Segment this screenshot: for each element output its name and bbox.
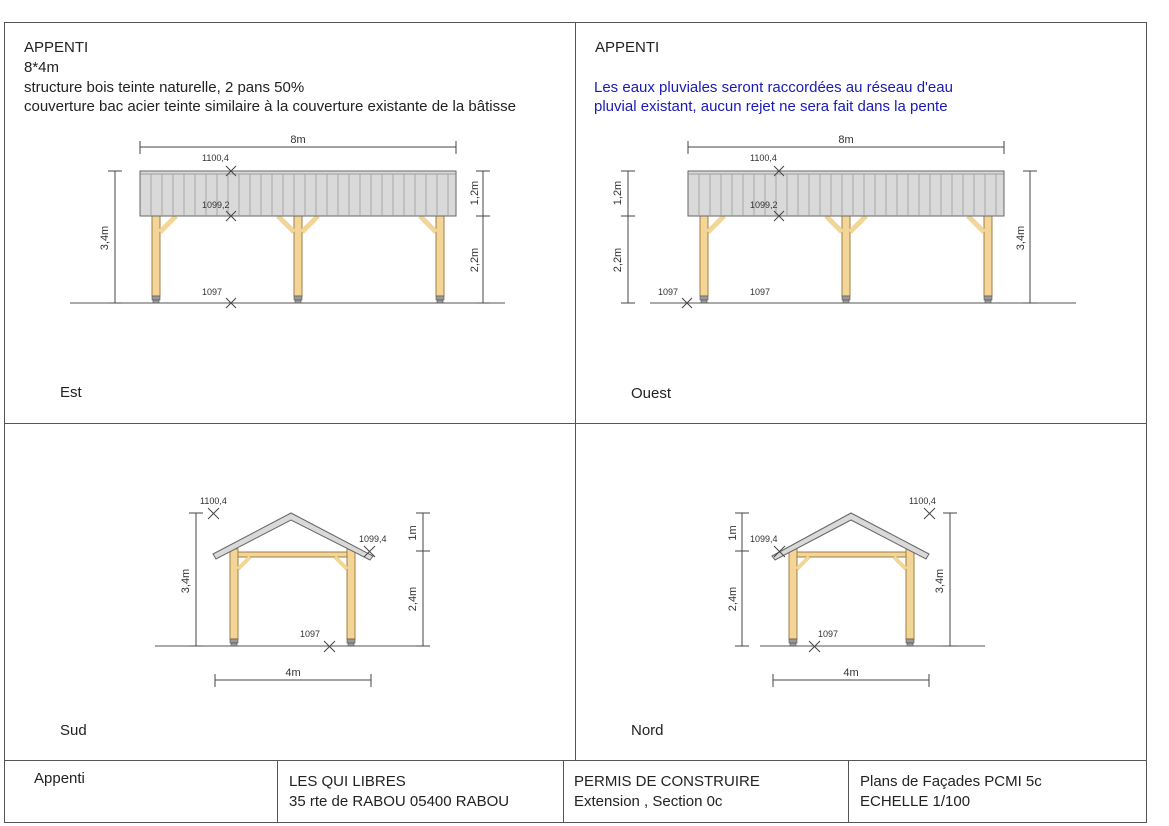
level-top-label: 1100,4 xyxy=(750,153,777,163)
dim-wall-label: 2,4m xyxy=(407,586,419,612)
posts xyxy=(230,549,355,639)
post-feet xyxy=(152,296,444,303)
dim-width-label: 4m xyxy=(843,667,859,679)
level-top-label: 1100,4 xyxy=(909,496,936,506)
elevation-nord xyxy=(576,424,1151,760)
est-title: APPENTI xyxy=(24,39,89,56)
level-ground-label: 1097 xyxy=(202,287,223,297)
level-top-label: 1100,4 xyxy=(202,153,229,163)
plan-title: Plans de Façades PCMI 5c xyxy=(860,773,1042,790)
est-roofing: couverture bac acier teinte similaire à la couverture existante de la bâtisse xyxy=(24,98,516,115)
ouest-title: APPENTI xyxy=(595,39,660,56)
owner-name: LES QUI LIBRES xyxy=(289,773,406,790)
dim-height-label: 3,4m xyxy=(1015,225,1027,251)
dim-wall-label: 2,2m xyxy=(469,247,481,273)
ouest-note-line1: Les eaux pluviales seront raccordées au réseau d'eau xyxy=(594,79,953,96)
owner-address: 35 rte de RABOU 05400 RABOU xyxy=(289,793,510,810)
est-structure: structure bois teinte naturelle, 2 pans 50% xyxy=(24,79,305,96)
dim-width-label: 4m xyxy=(285,667,301,679)
elevation-sud xyxy=(0,424,575,760)
posts xyxy=(789,549,914,639)
level-top-label: 1100,4 xyxy=(200,496,227,506)
level-ground-label: 1097 xyxy=(750,287,771,297)
dim-width-label: 8m xyxy=(838,134,854,146)
level-mid-label: 1099,2 xyxy=(750,200,778,210)
level-mid-label: 1099,2 xyxy=(202,200,230,210)
level-ground-label: 1097 xyxy=(300,629,321,639)
dim-wall-label: 2,4m xyxy=(727,586,739,612)
level-ground-label: 1097 xyxy=(818,629,839,639)
project-name: Appenti xyxy=(34,770,85,787)
posts xyxy=(152,216,444,296)
roof-panel xyxy=(688,171,1004,216)
ouest-note-line2: pluvial existant, aucun rejet ne sera fait dans la pente xyxy=(594,98,948,115)
est-size: 8*4m xyxy=(24,59,60,76)
tie-beam xyxy=(797,552,906,557)
plan-scale: ECHELLE 1/100 xyxy=(860,793,971,810)
dim-roof-label: 1,2m xyxy=(469,180,481,206)
level-eave-label: 1099,4 xyxy=(750,534,778,544)
permit-title: PERMIS DE CONSTRUIRE xyxy=(574,773,760,790)
dim-width-label: 8m xyxy=(290,134,306,146)
roof-panel xyxy=(140,171,456,216)
elevation-est xyxy=(0,22,575,422)
permit-detail: Extension , Section 0c xyxy=(574,793,723,810)
dim-roof-label: 1m xyxy=(727,525,739,541)
post-feet xyxy=(700,296,992,303)
elevation-ouest xyxy=(576,22,1151,422)
view-label-ouest: Ouest xyxy=(631,385,672,402)
level-ground-left-label: 1097 xyxy=(658,287,679,297)
dim-roof-label: 1,2m xyxy=(612,180,624,206)
dim-height-label: 3,4m xyxy=(934,568,946,594)
dim-wall-label: 2,2m xyxy=(612,247,624,273)
tie-beam xyxy=(238,552,347,557)
dim-height-label: 3,4m xyxy=(99,225,111,251)
level-eave-label: 1099,4 xyxy=(359,534,387,544)
posts xyxy=(700,216,992,296)
view-label-est: Est xyxy=(60,384,82,401)
dim-height-label: 3,4m xyxy=(180,568,192,594)
view-label-nord: Nord xyxy=(631,722,664,739)
dim-roof-label: 1m xyxy=(407,525,419,541)
view-label-sud: Sud xyxy=(60,722,87,739)
